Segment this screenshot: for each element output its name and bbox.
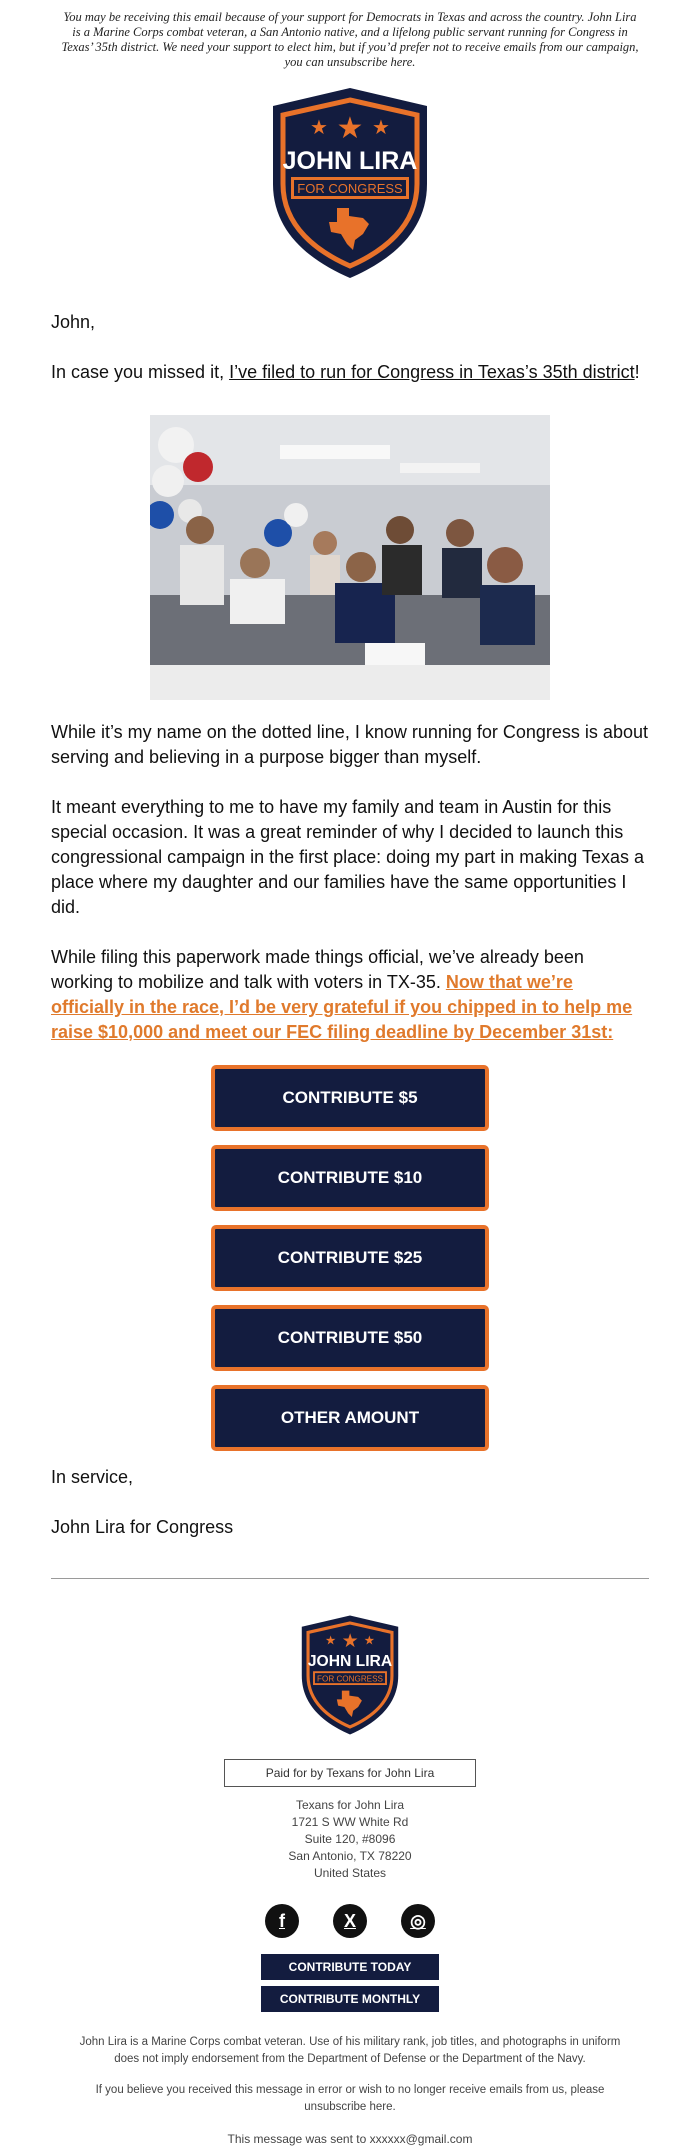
address-line: 1721 S WW White Rd [291, 1815, 409, 1829]
salutation: John, [51, 312, 96, 332]
paid-for-box: Paid for by Texans for John Lira [224, 1759, 476, 1787]
facebook-icon[interactable]: f [265, 1904, 299, 1938]
star-icon: ★ [310, 117, 328, 139]
star-icon: ★ [336, 112, 364, 145]
logo-name: JOHN LIRA [282, 147, 418, 175]
star-icon: ★ [324, 1633, 337, 1648]
footer-divider [51, 1578, 649, 1579]
intro-suffix: ! [634, 362, 640, 382]
address-line: United States [313, 1866, 387, 1880]
military-disclaimer: John Lira is a Marine Corps combat veteran. Use of his military rank, job titles, and photographs in uniform does not imply endorsement from the Department of Defense or the Department of the Navy. [79, 2036, 621, 2065]
social-links [0, 1904, 700, 1938]
contribute-today-button[interactable]: CONTRIBUTE TODAY [261, 1954, 439, 1980]
x-twitter-icon[interactable]: X [333, 1904, 367, 1938]
address-line: Suite 120, #8096 [304, 1832, 396, 1846]
contribute-50-button[interactable]: CONTRIBUTE $50 [211, 1305, 489, 1371]
address-line: Texans for John Lira [295, 1798, 405, 1812]
contribute-monthly-button[interactable]: CONTRIBUTE MONTHLY [261, 1986, 439, 2012]
star-icon: ★ [372, 117, 390, 139]
intro-paragraph [51, 360, 649, 385]
star-icon: ★ [363, 1633, 376, 1648]
other-amount-button[interactable]: OTHER AMOUNT [211, 1385, 489, 1451]
contribution-buttons [51, 1065, 649, 1451]
contribute-5-button[interactable]: CONTRIBUTE $5 [211, 1065, 489, 1131]
ask-link[interactable]: Now that we’re officially in the race, I’d be very grateful if you chipped in to help me raise $10,000 and meet our FEC filing deadline by December 31st: [51, 972, 633, 1042]
footer-logo [298, 1613, 402, 1737]
address-line: San Antonio, TX 78220 [288, 1849, 412, 1863]
paragraph-family: It meant everything to me to have my family and team in Austin for this special occasion. It was a great reminder of why I decided to launch this congressional campaign in the first place: doing my part in making Texas a place where my daughter and our families have the same opportunities I did. [51, 797, 644, 917]
footer-logo-name: JOHN LIRA [307, 1653, 393, 1671]
sent-to-notice: This message was sent to xxxxxx@gmail.com [227, 2132, 473, 2146]
footer-logo-tagline: FOR CONGRESS [317, 1674, 383, 1684]
filing-link[interactable]: I’ve filed to run for Congress in Texas’s 35th district [229, 362, 635, 382]
logo-tagline: FOR CONGRESS [297, 181, 403, 196]
contribute-10-button[interactable]: CONTRIBUTE $10 [211, 1145, 489, 1211]
mailing-address [0, 1797, 700, 1882]
contribute-25-button[interactable]: CONTRIBUTE $25 [211, 1225, 489, 1291]
filing-photo [150, 415, 550, 700]
paragraph-purpose: While it’s my name on the dotted line, I know running for Congress is about serving and believing in a purpose bigger than myself. [51, 722, 648, 767]
instagram-icon[interactable]: ◎ [401, 1904, 435, 1938]
signature: John Lira for Congress [51, 1517, 234, 1537]
intro-text: In case you missed it, [51, 362, 230, 382]
email-body [0, 310, 700, 1540]
paragraph-ask [51, 945, 649, 1045]
preheader-text: You may be receiving this email because of your support for Democrats in Texas and across the country. John Lira is a Marine Corps combat veteran, a San Antonio native, and a lifelong public servant running for Congress in Texas’ 35th district. We need your support to elect him, but if you’d prefer not to receive emails from our campaign, you can unsubscribe here. [61, 10, 639, 69]
campaign-logo [267, 84, 433, 282]
ask-text: While filing this paperwork made things official, we’ve already been working to mobilize and talk with voters in TX-35. [51, 947, 584, 992]
unsubscribe-notice[interactable]: If you believe you received this message in error or wish to no longer receive emails from us, please unsubscribe here. [95, 2084, 605, 2113]
signoff: In service, [51, 1467, 134, 1487]
star-icon: ★ [341, 1629, 359, 1651]
